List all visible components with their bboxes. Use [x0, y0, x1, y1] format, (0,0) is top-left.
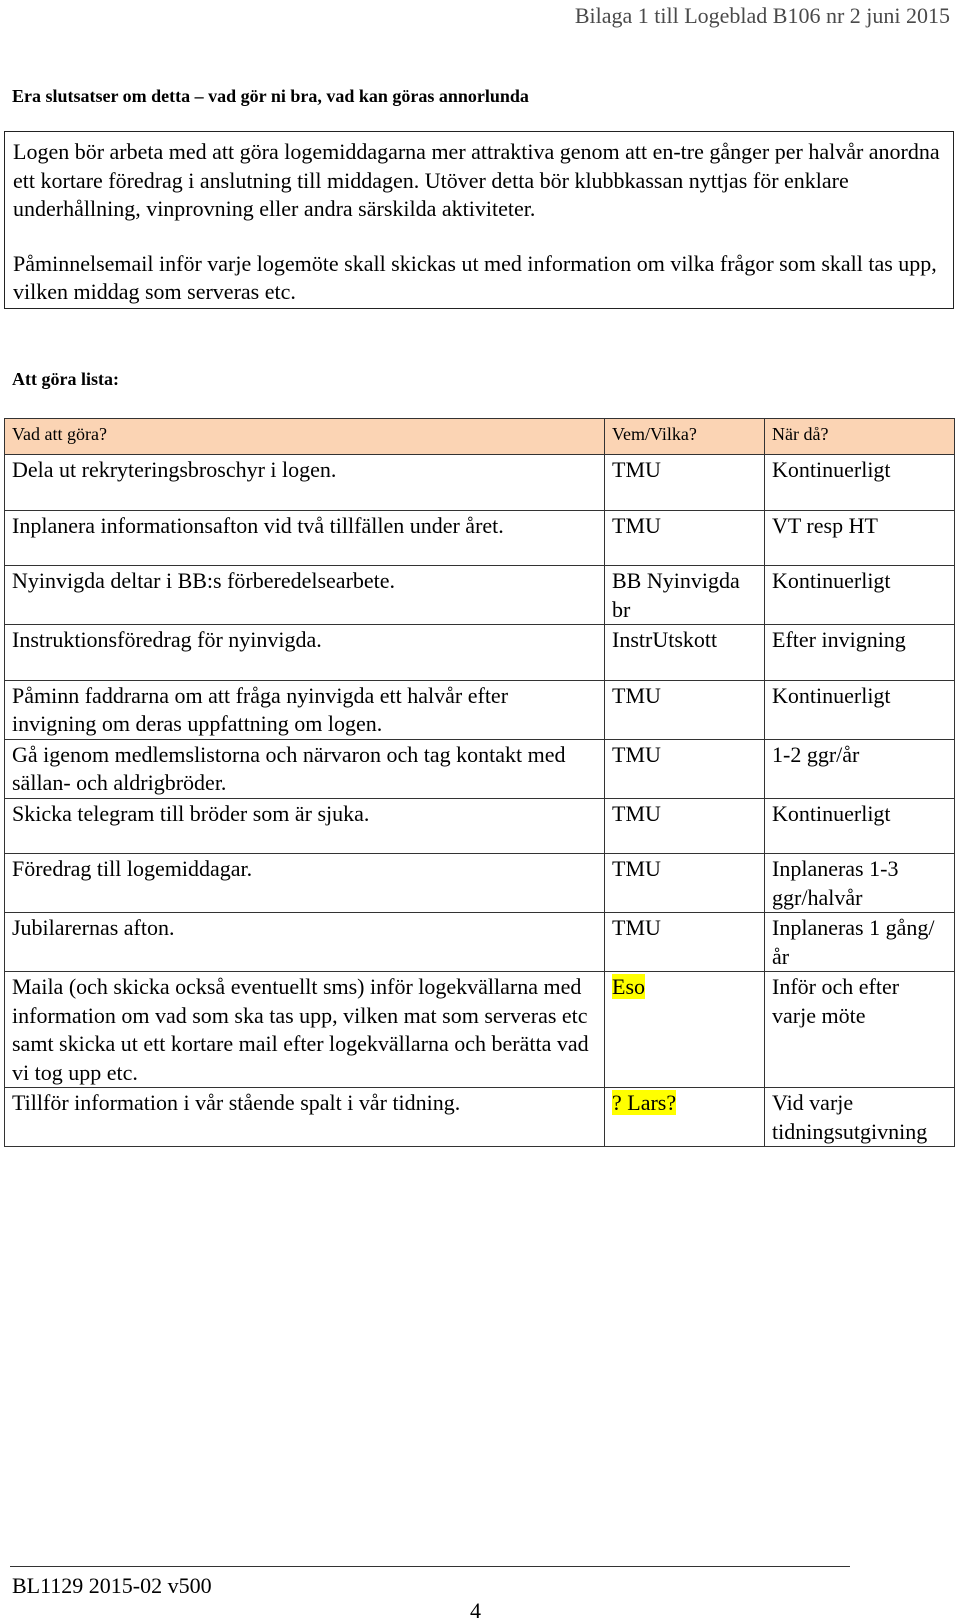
column-header-when: När då? — [765, 419, 955, 455]
timing-cell: Inför och efter varje möte — [765, 972, 955, 1088]
timing-cell: Kontinuerligt — [765, 566, 955, 625]
table-row — [5, 972, 955, 1088]
task-cell: Gå igenom medlemslistorna och närvaron och tag kontakt med sällan- och aldrigbröder. — [5, 739, 605, 798]
owner-cell: InstrUtskott — [605, 625, 765, 681]
task-cell: Jubilarernas afton. — [5, 913, 605, 972]
table-row — [5, 680, 955, 739]
owner-cell: TMU — [605, 680, 765, 739]
table-row — [5, 854, 955, 913]
owner-cell: TMU — [605, 913, 765, 972]
timing-cell: Inplaneras 1-3 ggr/halvår — [765, 854, 955, 913]
conclusion-paragraph: Påminnelsemail inför varje logemöte skall skickas ut med information om vilka frågor som skall tas upp, vilken middag som serveras etc. — [13, 250, 937, 304]
timing-cell: Kontinuerligt — [765, 798, 955, 854]
highlighted-owner: ? Lars? — [612, 1090, 677, 1115]
timing-cell: Kontinuerligt — [765, 680, 955, 739]
timing-cell: Inplaneras 1 gång/år — [765, 913, 955, 972]
owner-cell — [605, 972, 765, 1088]
timing-cell: VT resp HT — [765, 510, 955, 566]
owner-cell: TMU — [605, 798, 765, 854]
table-row — [5, 739, 955, 798]
task-cell: Inplanera informationsafton vid två tillfällen under året. — [5, 510, 605, 566]
task-cell: Instruktionsföredrag för nyinvigda. — [5, 625, 605, 681]
timing-cell: 1-2 ggr/år — [765, 739, 955, 798]
table-row — [5, 566, 955, 625]
highlighted-owner: Eso — [612, 974, 645, 999]
timing-cell: Vid varje tidningsutgivning — [765, 1088, 955, 1147]
task-cell: Dela ut rekryteringsbroschyr i logen. — [5, 455, 605, 511]
conclusions-heading: Era slutsatser om detta – vad gör ni bra, vad kan göras annorlunda — [12, 86, 529, 106]
table-row — [5, 1088, 955, 1147]
todo-header-row — [5, 419, 955, 455]
owner-cell: BB Nyinvigda br — [605, 566, 765, 625]
owner-cell: TMU — [605, 739, 765, 798]
owner-cell — [605, 1088, 765, 1147]
task-cell: Maila (och skicka också eventuellt sms) inför logekvällarna med information om vad som ska tas upp, vilken mat som serveras etc samt skicka ut ett kortare mail efter logekvällarna och berätta vad vi tog upp etc. — [5, 972, 605, 1088]
page-header-title: Bilaga 1 till Logeblad B106 nr 2 juni 2015 — [574, 3, 950, 28]
footer-divider — [10, 1566, 850, 1567]
task-cell: Tillför information i vår stående spalt i vår tidning. — [5, 1088, 605, 1147]
conclusions-box — [4, 131, 954, 309]
table-row — [5, 913, 955, 972]
column-header-what: Vad att göra? — [5, 419, 605, 455]
page-number: 4 — [470, 1598, 481, 1623]
task-cell: Skicka telegram till bröder som är sjuka. — [5, 798, 605, 854]
conclusion-paragraph: Logen bör arbeta med att göra logemiddagarna mer attraktiva genom att en-tre gånger per halvår anordna ett kortare föredrag i anslutning till middagen. Utöver detta bör klubbkassan nyttjas för enklare underhållning, vinprovning eller andra särskilda aktiviteter. — [13, 139, 940, 221]
owner-cell: TMU — [605, 510, 765, 566]
table-row — [5, 455, 955, 511]
owner-cell: TMU — [605, 854, 765, 913]
todo-table — [4, 418, 955, 1147]
column-header-who: Vem/Vilka? — [605, 419, 765, 455]
table-row — [5, 798, 955, 854]
timing-cell: Efter invigning — [765, 625, 955, 681]
footer-document-code: BL1129 2015-02 v500 — [12, 1573, 212, 1598]
task-cell: Påminn faddrarna om att fråga nyinvigda ett halvår efter invigning om deras uppfattning om logen. — [5, 680, 605, 739]
todo-heading: Att göra lista: — [12, 369, 119, 389]
table-row — [5, 625, 955, 681]
owner-cell: TMU — [605, 455, 765, 511]
task-cell: Föredrag till logemiddagar. — [5, 854, 605, 913]
table-row — [5, 510, 955, 566]
timing-cell: Kontinuerligt — [765, 455, 955, 511]
task-cell: Nyinvigda deltar i BB:s förberedelsearbete. — [5, 566, 605, 625]
